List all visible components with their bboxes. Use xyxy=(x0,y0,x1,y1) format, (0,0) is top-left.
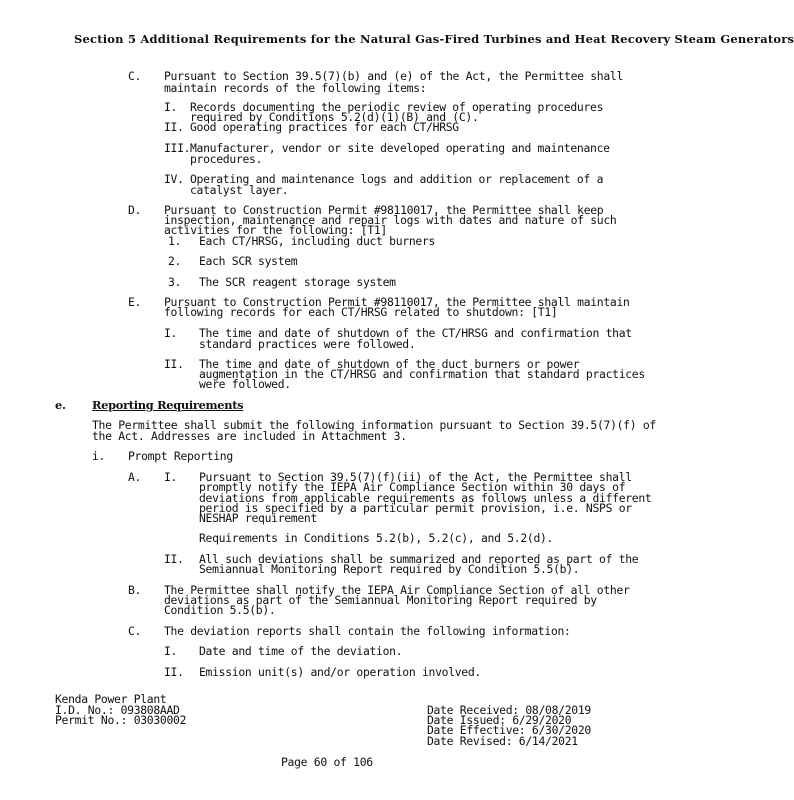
c-item-3-line1: Manufacturer, vendor or site developed operating and maintenance xyxy=(190,141,610,155)
item-e-label: E. xyxy=(128,295,142,309)
reporting-a-line5: NESHAP requirement xyxy=(199,511,318,525)
e-item-1-line2: standard practices were followed. xyxy=(199,337,416,351)
c-item-4-line1: Operating and maintenance logs and addition or replacement of a xyxy=(190,172,604,186)
e-item-1-num: I. xyxy=(164,326,178,340)
reporting-c-line1: The deviation reports shall contain the following information: xyxy=(164,624,571,638)
prompt-reporting-num: i. xyxy=(92,449,106,463)
page-header: Section 5 Additional Requirements for the Natural Gas-Fired Turbines and Heat Recovery Steam Generators xyxy=(74,32,794,46)
item-c-line1: Pursuant to Section 39.5(7)(b) and (e) of the Act, the Permittee shall xyxy=(164,69,624,83)
item-c-label: C. xyxy=(128,69,142,83)
reporting-c-label: C. xyxy=(128,624,142,638)
footer-date-revised: Date Revised: 6/14/2021 xyxy=(427,734,578,748)
reporting-a-line4: period is specified by a particular permit provision, i.e. NSPS or xyxy=(199,501,632,515)
c-item-4-num: IV. xyxy=(164,172,184,186)
d-item-1-text: Each CT/HRSG, including duct burners xyxy=(199,234,436,248)
reporting-intro-line1: The Permittee shall submit the following information pursuant to Section 39.5(7)(f) of xyxy=(92,418,656,432)
reporting-a-line3: deviations from applicable requirements as follows unless a different xyxy=(199,491,652,505)
reporting-intro-line2: the Act. Addresses are included in Attachment 3. xyxy=(92,429,407,443)
footer-id-no: I.D. No.: 093808AAD xyxy=(55,703,180,717)
reporting-a-ii-line2: Semiannual Monitoring Report required by Condition 5.5(b). xyxy=(199,562,580,576)
reporting-a-line2: promptly notify the IEPA Air Compliance Section within 30 days of xyxy=(199,480,626,494)
footer-facility: Kenda Power Plant xyxy=(55,692,167,706)
e-item-2-line3: were followed. xyxy=(199,377,291,391)
reporting-b-line3: Condition 5.5(b). xyxy=(164,603,276,617)
item-d-label: D. xyxy=(128,203,142,217)
footer-date-received: Date Received: 08/08/2019 xyxy=(427,703,591,717)
reporting-a-line1: Pursuant to Section 39.5(7)(f)(ii) of the Act, the Permittee shall xyxy=(199,470,632,484)
e-item-2-line1: The time and date of shutdown of the duct burners or power xyxy=(199,357,580,371)
item-d-line1: Pursuant to Construction Permit #98110017, the Permittee shall keep xyxy=(164,203,604,217)
page-number: Page 60 of 106 xyxy=(281,755,373,769)
reporting-a-i-num: I. xyxy=(164,470,178,484)
c-item-4-line2: catalyst layer. xyxy=(190,183,289,197)
item-d-line3: activities for the following: [T1] xyxy=(164,223,387,237)
reporting-c-item-2-text: Emission unit(s) and/or operation involved. xyxy=(199,665,481,679)
d-item-1-num: 1. xyxy=(168,234,182,248)
item-e-line2: following records for each CT/HRSG related to shutdown: [T1] xyxy=(164,305,558,319)
c-item-1-line2: required by Conditions 5.2(d)(1)(B) and (C). xyxy=(190,110,479,124)
footer-permit-no: Permit No.: 03030002 xyxy=(55,713,187,727)
c-item-2-num: II. xyxy=(164,120,184,134)
reporting-b-line2: deviations as part of the Semiannual Monitoring Report required by xyxy=(164,593,597,607)
reporting-b-line1: The Permittee shall notify the IEPA Air Compliance Section of all other xyxy=(164,583,630,597)
c-item-3-line2: procedures. xyxy=(190,152,263,166)
reporting-a-requirements: Requirements in Conditions 5.2(b), 5.2(c), and 5.2(d). xyxy=(199,531,554,545)
d-item-2-text: Each SCR system xyxy=(199,254,298,268)
c-item-3-num: III. xyxy=(164,141,191,155)
footer-date-effective: Date Effective: 6/30/2020 xyxy=(427,723,591,737)
reporting-c-item-2-num: II. xyxy=(164,665,184,679)
c-item-1-num: I. xyxy=(164,100,178,114)
reporting-b-label: B. xyxy=(128,583,142,597)
d-item-3-text: The SCR reagent storage system xyxy=(199,275,396,289)
c-item-2-line1: Good operating practices for each CT/HRSG xyxy=(190,120,459,134)
reporting-title: Reporting Requirements xyxy=(92,398,244,412)
e-item-2-num: II. xyxy=(164,357,184,371)
item-c-line2: maintain records of the following items: xyxy=(164,81,427,95)
footer-date-issued: Date Issued: 6/29/2020 xyxy=(427,713,572,727)
reporting-c-item-1-num: I. xyxy=(164,644,178,658)
reporting-a-ii-num: II. xyxy=(164,552,184,566)
c-item-1-line1: Records documenting the periodic review of operating procedures xyxy=(190,100,604,114)
d-item-2-num: 2. xyxy=(168,254,182,268)
reporting-a-ii-line1: All such deviations shall be summarized and reported as part of the xyxy=(199,552,639,566)
prompt-reporting-title: Prompt Reporting xyxy=(128,449,233,463)
reporting-a-label: A. xyxy=(128,470,142,484)
item-e-line1: Pursuant to Construction Permit #98110017, the Permittee shall maintain xyxy=(164,295,630,309)
reporting-c-item-1-text: Date and time of the deviation. xyxy=(199,644,403,658)
reporting-label: e. xyxy=(55,398,66,412)
item-d-line2: inspection, maintenance and repair logs with dates and nature of such xyxy=(164,213,617,227)
e-item-1-line1: The time and date of shutdown of the CT/HRSG and confirmation that xyxy=(199,326,632,340)
e-item-2-line2: augmentation in the CT/HRSG and confirmation that standard practices xyxy=(199,367,645,381)
d-item-3-num: 3. xyxy=(168,275,182,289)
